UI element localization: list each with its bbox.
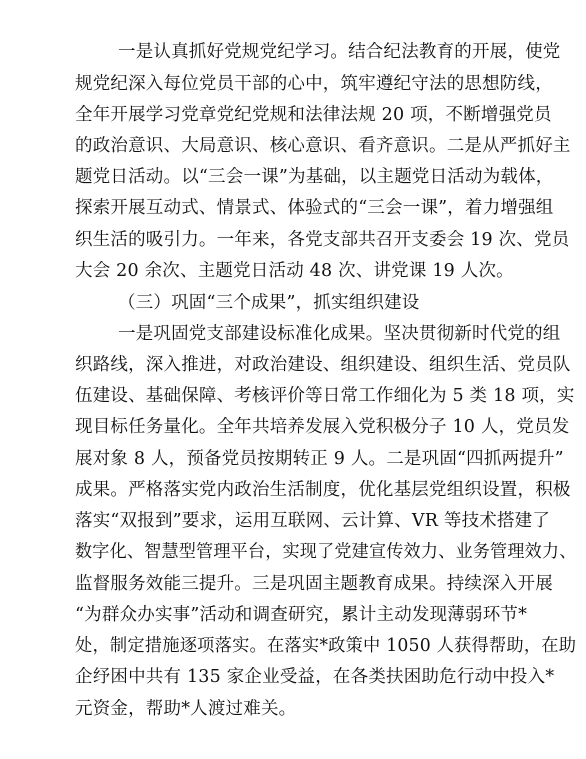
paragraph-2-line-5: 展对象 8 人，预备党员按期转正 9 人。二是巩固“四抓两提升” <box>75 449 564 469</box>
paragraph-1-line-8: 大会 20 余次、主题党日活动 48 次、讲党课 19 人次。 <box>75 261 514 281</box>
paragraph-2-line-4: 现目标任务量化。全年共培养发展入党积极分子 10 人，党员发 <box>75 417 570 437</box>
paragraph-2-line-8: 数字化、智慧型管理平台，实现了党建宣传效力、业务管理效力、 <box>75 542 577 562</box>
paragraph-2-line-11: 处，制定措施逐项落实。在落实*政策中 1050 人获得帮助，在助 <box>75 636 577 656</box>
paragraph-2-line-1: 一是巩固党支部建设标准化成果。坚决贯彻新时代党的组 <box>118 324 561 344</box>
paragraph-2-line-9: 监督服务效能三提升。三是巩固主题教育成果。持续深入开展 <box>75 574 553 594</box>
paragraph-1-line-4: 的政治意识、大局意识、核心意识、看齐意识。二是从严抓好主 <box>75 136 571 156</box>
paragraph-1-line-3: 全年开展学习党章党纪党规和法律法规 20 项，不断增强党员 <box>75 105 552 125</box>
paragraph-1-line-6: 探索开展互动式、情景式、体验式的“三会一课”，着力增强组 <box>75 198 554 218</box>
paragraph-2-line-12: 企纾困中共有 135 家企业受益，在各类扶困助危行动中投入* <box>75 667 555 687</box>
paragraph-1-line-1: 一是认真抓好党规党纪学习。结合纪法教育的开展，使党 <box>118 42 561 62</box>
paragraph-1-line-7: 织生活的吸引力。一年来，各党支部共召开支委会 19 次、党员 <box>75 230 570 250</box>
paragraph-2-line-7: 落实“双报到”要求，运用互联网、云计算、VR 等技术搭建了 <box>75 511 551 531</box>
paragraph-2-line-2: 织路线，深入推进，对政治建设、组织建设、组织生活、党员队 <box>75 355 571 375</box>
paragraph-1-line-2: 规党纪深入每位党员干部的心中，筑牢遵纪守法的思想防线， <box>75 74 553 94</box>
paragraph-1-line-5: 题党日活动。以“三会一课”为基础，以主题党日活动为载体， <box>75 167 554 187</box>
paragraph-2-line-3: 伍建设、基础保障、考核评价等日常工作细化为 5 类 18 项，实 <box>75 386 575 406</box>
paragraph-2-line-6: 成果。严格落实党内政治生活制度，优化基层党组织设置，积极 <box>75 480 571 500</box>
paragraph-2-line-13: 元资金，帮助*人渡过难关。 <box>75 699 297 719</box>
paragraph-2-line-10: “为群众办实事”活动和调查研究，累计主动发现薄弱环节* <box>75 605 528 625</box>
section-heading: （三）巩固“三个成果”，抓实组织建设 <box>118 293 420 313</box>
